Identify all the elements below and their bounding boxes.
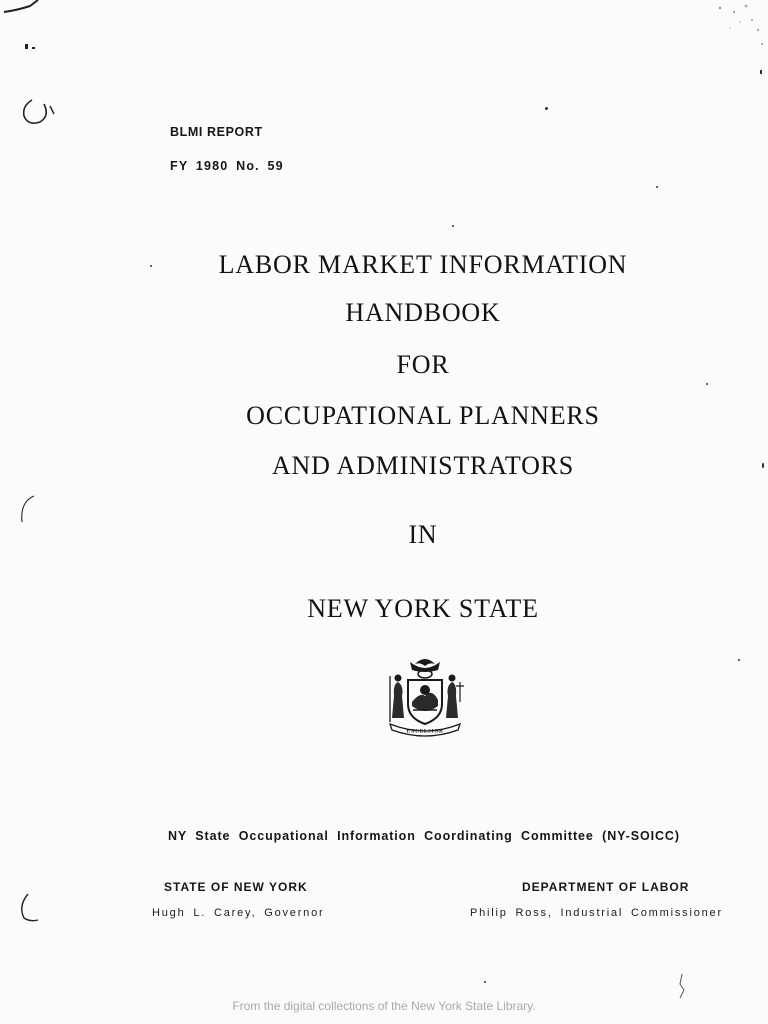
left-signatory-person: Hugh L. Carey, Governor — [152, 907, 325, 919]
title-line-5: AND ADMINISTRATORS — [271, 451, 575, 480]
binding-hole-mark — [16, 92, 60, 136]
pencil-mark — [674, 972, 690, 1002]
corner-pen-mark — [0, 0, 46, 60]
title-line-2: HANDBOOK — [345, 298, 501, 327]
title-line-4: OCCUPATIONAL PLANNERS — [246, 401, 600, 430]
committee-name: NY State Occupational Information Coordinating Committee (NY-SOICC) — [168, 829, 680, 843]
dust-speck — [738, 659, 740, 661]
dust-speck — [545, 107, 548, 110]
report-series: BLMI REPORT — [170, 125, 263, 139]
title-line-3: FOR — [396, 350, 450, 379]
right-signatory-person: Philip Ross, Industrial Commissioner — [470, 907, 723, 919]
left-signatory-organization: STATE OF NEW YORK — [164, 880, 308, 894]
title-line-6: IN — [408, 520, 438, 549]
title-line-7: NEW YORK STATE — [307, 594, 539, 623]
digital-collection-credit: From the digital collections of the New York State Library. — [232, 999, 536, 1013]
title-line-1: LABOR MARKET INFORMATION — [218, 250, 628, 279]
right-signatory-organization: DEPARTMENT OF LABOR — [522, 880, 690, 894]
dust-speck — [656, 186, 658, 188]
report-number: FY 1980 No. 59 — [170, 159, 284, 173]
binding-hole-mark — [14, 890, 40, 926]
corner-smudge — [700, 0, 768, 80]
seal-motto: EXCELSIOR — [406, 728, 444, 735]
new-york-state-seal-icon — [380, 652, 470, 738]
dust-speck — [452, 225, 454, 227]
dust-speck — [706, 383, 708, 385]
dust-speck — [484, 981, 486, 983]
